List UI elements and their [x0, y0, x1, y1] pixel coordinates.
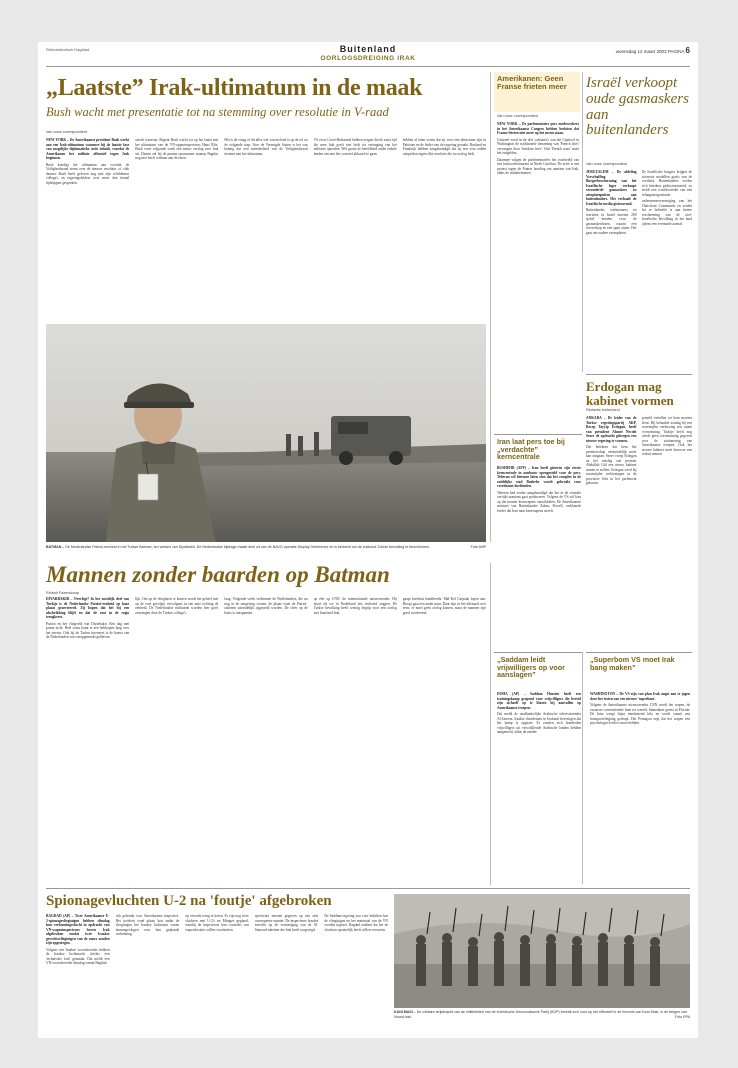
- bottom-text-1: Volgens een Iraakse woordvoerder hebben de Iraakse luchtmacht slechts een 'technische fout' gemaakt. Dat meldt een VN-woordvoerder dinsdag vanuit Bagdad.: [46, 947, 110, 965]
- second-column-5: [403, 597, 486, 887]
- theme-banner: OORLOGSDREIGING IRAK: [320, 55, 416, 62]
- second-intro: Overlegt? In het oostelijk deel van Turkije is de Nederlandse Patriot-eenheid op haar plaats gearriveerd. Zij hopen dat het bij een afschrikking blijft en dat de rust in de regio terugkeert.: [46, 597, 130, 619]
- lead-text-3: Het is de vraag of dit alles wel van invloed is op de rol en de volgende stap. Voor de Verenigde Staten is het van belang dat een meerderheid van de Veiligheidsraad instemt met het ultimatum.: [224, 138, 308, 156]
- column-rule-left: [490, 72, 491, 542]
- erdogan-body: [586, 416, 692, 644]
- saddam-intro: Saddam Hussein heeft een trainingskamp geopend voor vrijwilligers die bereid zijn zichzelf op te blazen bij aanvallen op Amerikaanse troepen.: [497, 692, 581, 710]
- erdogan-byline: Redactie buitenland: [586, 408, 620, 412]
- frieten-intro: De parlementaire pers medewerkers in het Amerikaanse Congres hebben besloten dat Franse frieten niet meer op het menu staan.: [497, 122, 579, 135]
- bottom-text-2: ook gebruikt voor Amerikaanse inspecties. Het incident vond plaats kort nadat de vliegtuigen het Iraakse luchtruim waren binnengevlogen voor hun geplande verkenning.: [115, 914, 180, 936]
- second-text-1: Patriot en het vliegveld van Diyarbakir. Een dag met prima zicht. Heel soms komt er een helikopter laag over het terrein. Ook bij de Turkse inwoners is de komst van de Nederlanders niet onopgemerkt gebleven.: [46, 621, 130, 639]
- lead-text-4: VS en in Groot-Brittannië hebben zorgen dat de extra tijd die men Irak geeft niet leidt tot vertraging van het militaire optreden. Wel groeit de bereidheid onder enkele landen om met het voorstel akkoord te gaan.: [313, 138, 397, 156]
- lead-dateline: NEW YORK –: [46, 138, 69, 142]
- israel-headline: Israël verkoopt oude gasmaskers aan buitenlanders: [586, 75, 689, 139]
- photo1-caption-text: De Nederlandse Patriot-eenheid in het Turkse Batman, ten westen van Diyarbakir. De Nederlandse bijdrage maakt deel uit van de NAVO-operatie Display Deterrence en is bedoeld om de zuidoost-Turkse bevolking te beschermen.: [65, 545, 431, 549]
- second-text-2: lijk. Om op de vliegbasis te komen wordt het geheel met op de voet gevolgd, vervolgens in een auto richting de eenheid. De Nederlandse militairen worden hier goed ontvangen door de Turkse collega's.: [135, 597, 219, 615]
- israel-intro: De afdeling Verschaffing Burgerbescherming van het Israëlische leger verkoopt verouderde gasmaskers en atropinespuiten aan buitenlanders. Het verbaalt de Israëlische media gisteravond.: [586, 170, 637, 206]
- bottom-rule: [46, 888, 690, 889]
- erdogan-column-2: [642, 416, 693, 644]
- bottom-column-2: [116, 914, 180, 1032]
- date-text: woensdag 12 maart 2003: [615, 49, 667, 54]
- israel-body: [586, 170, 692, 370]
- bottom-body: [46, 914, 388, 1032]
- bottom-column-4: [255, 914, 319, 1032]
- lead-column-2: [135, 138, 218, 318]
- frieten-text-1: Gisteren werd in de drie cafetaria's van het Capitool in Washington de traditionele benaming van 'French fries' vervangen door 'freedom fries'. Ook 'French toast' moet het ontgelden.: [497, 137, 579, 155]
- iran-dateline: BUSHEHR (AFP) –: [497, 466, 530, 470]
- section-title: Buitenland: [339, 44, 397, 54]
- israel-text-1: Buitenlandse werknemers en toeristen in Israël moeten 200 sjekel betalen voor de gasmaskerdozen, waarin een reservekap en een spuit zitten. Het gaat om oudere exemplaren.: [586, 208, 637, 235]
- lead-body: [46, 138, 486, 318]
- bottom-column-1: [46, 914, 110, 1032]
- bottom-column-3: [185, 914, 249, 1032]
- superbom-body: [590, 692, 690, 882]
- saddam-text-1: Dat meldt de onafhankelijke Arabische televisiezender Al-Jazeera. Iraakse dissidenten in Jordanië bevestigen dat het kamp is opgezet. Er zouden zich honderden vrijwilligers uit verschillende Arabische landen hebben aangemeld, aldus de zender.: [497, 712, 581, 734]
- lead-column-4: [314, 138, 397, 318]
- iran-column: [497, 466, 581, 646]
- israel-text-2: De Israëlische burgers krijgen de nieuwste modellen gratis van de overheid. Buitenlanders voelen zich hierdoor gediscrimineerd, zo meldt een woordvoerder van een belangenorganisatie.: [641, 170, 692, 197]
- lead-intro: De Amerikaanse president Bush werkt aan een Irak-ultimatum waarmee hij de laatste fase van mogelijke diplomatieke actie inluidt, voordat de Amerikanen het militair offensief tegen Irak beginnen.: [46, 138, 130, 160]
- iran-intro: Iran heeft gisteren zijn eerste kerncentrale in aanbouw opengesteld voor de pers. Teheran wil hiermee laten zien dat het complex in de zuidelijke stad Bushehr wordt gebruikt voor vreedzame doeleinden.: [497, 466, 581, 488]
- frieten-headline: Amerikanen: Geen Franse frieten meer: [497, 74, 567, 91]
- erdogan-text-1: Dat betekent dat hem het premierschap vermoedelijk meer kan ontgaan. Sezer vroeg Erdogan na het ontslag van premier Abdullah Gül een nieuw kabinet samen te stellen. Erdogan werd bij tussentijdse verkiezingen in de provincie Siirt in het parlement gekozen.: [586, 445, 637, 485]
- lead-headline: „Laatste” Irak-ultimatum in de maak: [46, 75, 423, 101]
- israel-column-1: [586, 170, 637, 370]
- column-rule-superbom: [582, 652, 583, 884]
- bottom-text-4: spectieurs moeten gegeven op een zeer consequente manier. De inspecteurs houden toezicht op de vernietiging van de Al-Samoud-raketten die Irak heeft toegezegd.: [254, 914, 319, 932]
- militia-photo: [394, 894, 690, 1008]
- superbom-text-1: Volgens de Amerikaanse nieuwszender CNN wordt het wapen, de zwaarste conventionele bom ter wereld, binnenkort getest in Florida. De bom weegt bijna tienduizend kilo en wordt vanuit een transportvliegtuig gedropt. Het Pentagon zegt dat het wapen een psychologisch effect moet hebben.: [590, 703, 690, 725]
- superbom-dateline: WASHINGTON –: [590, 692, 619, 696]
- newspaper-page: [38, 42, 698, 1038]
- frieten-byline: Van onze correspondent: [497, 114, 539, 118]
- photo2-credit: Foto EPA: [674, 1014, 690, 1019]
- photo1-credit: Foto ANP: [470, 545, 486, 549]
- second-byline: Rinkah Fazendoorp: [46, 591, 80, 595]
- second-column-1: [46, 597, 129, 887]
- frieten-body: [497, 122, 579, 382]
- header-rule: [46, 66, 690, 67]
- israel-byline: Van onze correspondent: [586, 162, 628, 166]
- frieten-text-2: Daarmee volgen de parlementariërs het voorbeeld van een fastfoodrestaurant in North Carolina. De actie is een protest tegen de Franse houding ten aanzien van Irak, aldus de initiatiefnemer.: [497, 157, 579, 175]
- bottom-dateline: BAGDAD (AP) –: [46, 914, 74, 918]
- column-rule-right: [582, 72, 583, 372]
- bottom-column-5: [324, 914, 388, 1032]
- saddam-rule: [494, 652, 582, 653]
- lead-column-5: [403, 138, 486, 318]
- photo1-caption-label: BATMAN –: [46, 545, 65, 549]
- second-column-3: [224, 597, 307, 887]
- superbom-rule: [586, 652, 692, 653]
- erdogan-intro: De leider van de Turkse regeringspartij AKP, Recep Tayyip Erdogan, heeft van president Ahmet Necdet Sezer de opdracht gekregen een nieuwe regering te vormen.: [586, 416, 637, 443]
- israel-dateline: JERUZALEM –: [586, 170, 614, 174]
- erdogan-column-1: [586, 416, 637, 644]
- bottom-headline: Spionagevluchten U-2 na 'foutje' afgebroken: [46, 893, 332, 909]
- erdogan-dateline: ANKARA –: [586, 416, 606, 420]
- soldier-photo-image: [46, 324, 486, 542]
- bottom-intro: Twee Amerikaanse U-2-spionagevliegtuigen hebben dinsdag hun verkenningsvlucht in opdracht van VN-wapeninspecteurs boven Irak afgebroken omdat twee Iraakse gevechtsvliegtuigen van de zones zouden zijn opgestegen.: [46, 914, 110, 945]
- erdogan-text-2: gemeld vertellen tot hem moeten dient. Hij behaalde zondag bij een tussentijdse verkiezing een ruime overwinning. Turkije heeft nog steeds geen toestemming gegeven voor de stationering van Amerikaanse troepen. Ook het nieuwe kabinet moet hierover een besluit nemen.: [641, 416, 692, 456]
- iran-text-1: Teheran had eerder aangekondigd dat het in de centrale verrijkt uranium gaat produceren. Volgens de VS wil Iran op die manier kernwapens ontwikkelen. De Amerikaanse minister van Buitenlandse Zaken, Powell, verklaarde eerder dat Iran naar kernwapens streeft.: [497, 490, 581, 513]
- second-dateline: DIYARBAKIR –: [46, 597, 73, 601]
- lead-text-5: hebben al laten weten dat zij voor een ultimatum zijn in Pakistan en de leider van de regering geraakt. Rusland en Frankrijk hebben aangekondigd dat zij een veto zullen uitspreken tegen elke resolutie die tot oorlog leidt.: [402, 138, 487, 156]
- lead-subhead: Bush wacht met presentatie tot na stemming over resolutie in V-raad: [46, 105, 389, 119]
- israel-column-2: [642, 170, 693, 370]
- second-text-5: gaapt breeduit handbereik. Mal-Kel Carpaak lopen aan. Hoogi gaat een ander punt. Daar zijn ze het allemaal over eens: er moet geen oorlog komen, maar de mannen zijn goed voorbereid.: [402, 597, 487, 615]
- lead-column-3: [224, 138, 307, 318]
- iran-headline: Iran laat pers toe bij „verdachte” kerncentrale: [497, 437, 565, 462]
- page-number: 6: [685, 46, 690, 55]
- superbom-headline: „Superbom VS moet Irak bang maken”: [590, 655, 675, 672]
- second-headline: Mannen zonder baarden op Batman: [46, 562, 390, 587]
- page-date: [616, 46, 690, 55]
- saddam-column: [497, 692, 581, 882]
- bottom-text-5: De Saddam-regering zou voor bekeken hoe de vliegtuigen en het materiaal van de VN worden ingezet. Bagdad ontkent dat het de vluchten opzettelijk heeft willen verstoren.: [324, 914, 388, 932]
- second-column-2: [135, 597, 218, 887]
- iran-body: [497, 466, 581, 646]
- column-rule-left-lower: [490, 563, 491, 885]
- photo2-caption-label: KANI MASI –: [394, 1010, 416, 1014]
- iran-rule: [494, 434, 582, 435]
- militia-photo-caption: [394, 1010, 690, 1019]
- militia-photo-image: [394, 894, 690, 1008]
- lead-text-1: Bush kondigt het ultimatum aan voordat de Veiligheidsraad stemt over de nieuwe resolutie, of vlak daarna. Bush heeft geloven nog met zijn schildmuur collega's en regeringsleiders over meer dan tiental tijdstippen gesproken.: [46, 162, 130, 185]
- erdogan-headline: Erdogan mag kabinet vormen: [586, 379, 674, 408]
- paper-name: Reformatorisch Dagblad: [46, 47, 90, 52]
- saddam-dateline: DOHA (AP) –: [497, 692, 526, 696]
- photo2-caption-text: De militaire strijdmacht van de militieleden van de Koerdische Democratische Partij (KDP) bereidt zich voor op het offensief in de heuvels van Kani Masi, in de bergen van Noord-Irak.: [394, 1010, 687, 1019]
- page-label: PAGINA: [667, 49, 685, 54]
- lead-text-2: steeds waarvan. Regent Bush wacht tot op het laatst met het ultimatum van de VN-opperinspecteurs Hans Blix. Bush voert volgende week een nieuw verslag over Irak uit. Daarin zal hij de punten opsommen waarop Bagdad nog niet heeft voldaan aan de eisen.: [135, 138, 219, 160]
- saddam-body: [497, 692, 581, 882]
- page-header: [38, 42, 698, 70]
- second-text-4: op één op CNN, de internationale nieuwszender. Hij hoort als we in Nederland iets verkeerd zeggen. De Turkse bevolking heeft weinig begrip voor een oorlog met buurland Irak.: [313, 597, 397, 615]
- superbom-column: [590, 692, 690, 882]
- frieten-column: [497, 122, 579, 178]
- bottom-text-3: op verzoek terug te keren. Er zijn nog twee vluchten met U-2's en Mirages gepland, waarbij de inspecteurs hun controles van wapenlocaties willen voortzetten.: [185, 914, 249, 932]
- erdogan-rule: [586, 374, 692, 375]
- second-column-4: [314, 597, 397, 887]
- second-body: [46, 597, 486, 887]
- frieten-dateline: NEW YORK –: [497, 122, 521, 126]
- superbom-intro: De VS zijn van plan Irak angst aan te jagen door het testen van een nieuwe 'superbom'.: [590, 692, 690, 701]
- soldier-photo: [46, 324, 486, 542]
- soldier-photo-caption: [46, 545, 486, 550]
- second-text-3: lang. Volgende week verkennen de Nederlanders, die nu nog in de omgeving wonen, de plaats waar de Patriot-raketten uiteindelijk opgesteld worden. De sfeer op de basis is ontspannen.: [224, 597, 308, 615]
- israel-text-3: ondernemersvereniging van het Thuisfront Commando en zeiden dat er behoefte is aan betere bescherming van de niet-Israëlische bevolking in het land tijdens een eventuele aanval.: [641, 199, 692, 226]
- lead-byline: Van onze correspondent: [46, 130, 88, 134]
- saddam-headline: „Saddam leidt vrijwilligers op voor aanslagen”: [497, 655, 565, 680]
- lead-column-1: [46, 138, 129, 318]
